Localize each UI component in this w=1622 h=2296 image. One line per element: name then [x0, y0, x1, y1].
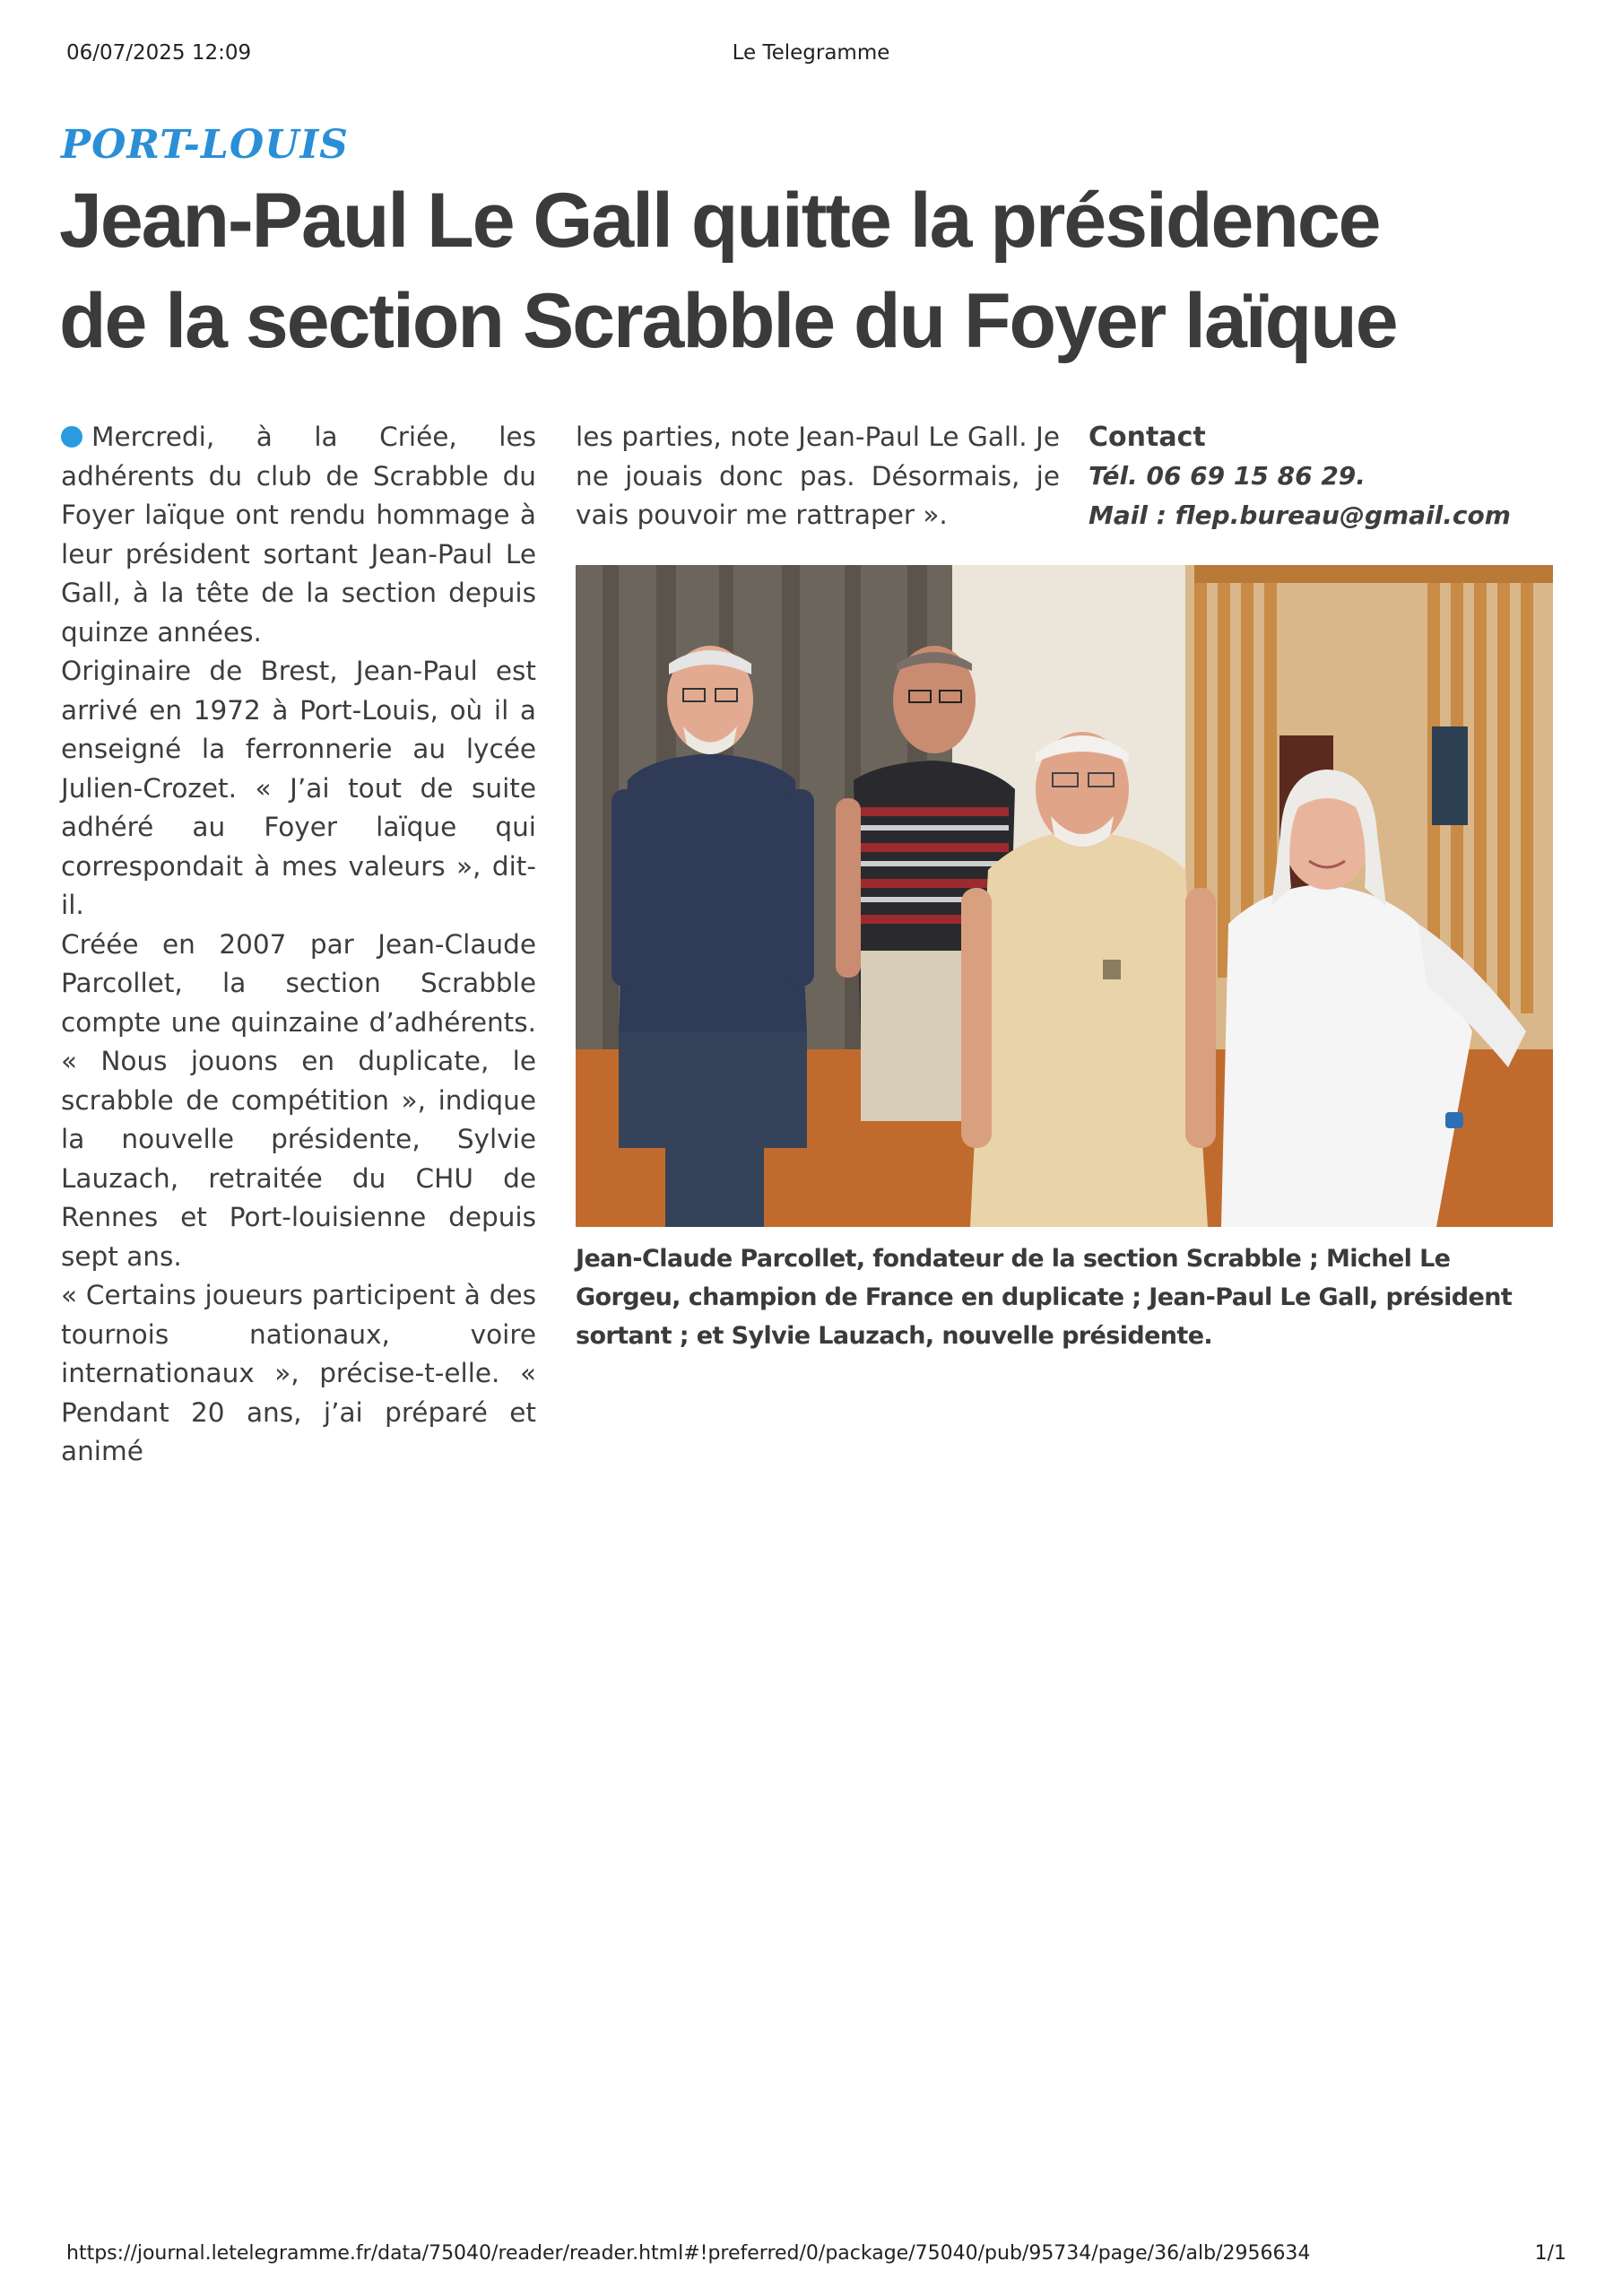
article-kicker: PORT-LOUIS: [61, 122, 349, 168]
contact-box: [1089, 418, 1511, 535]
article-column-2: [576, 418, 1060, 535]
article-photo: [576, 565, 1553, 1227]
print-url: https://journal.letelegramme.fr/data/75040/reader/reader.html#!preferred/0/package/75040/pub/95734/page/36/alb/2956634: [66, 2242, 1311, 2265]
headline-line-1: Jean-Paul Le Gall quitte la présidence: [59, 178, 1380, 264]
group-photo-illustration: [576, 565, 1553, 1227]
print-source-title: Le Telegramme: [732, 41, 890, 65]
contact-phone: Tél. 06 69 15 86 29.: [1089, 461, 1366, 491]
contact-email: Mail : flep.bureau@gmail.com: [1089, 500, 1511, 530]
paragraph: « Certains joueurs participent à des tournois nationaux, voire internationaux », précise-t-elle. « Pendant 20 ans, j’ai préparé et animé: [61, 1280, 536, 1466]
paragraph: [61, 418, 536, 652]
ceiling-beam: [1194, 565, 1553, 583]
paragraph: les parties, note Jean-Paul Le Gall. Je ne jouais donc pas. Désormais, je vais pouvoir me rattraper ».: [576, 422, 1060, 530]
bullet-dot-icon: [61, 426, 82, 448]
photo-caption: Jean-Claude Parcollet, fondateur de la section Scrabble ; Michel Le Gorgeu, champion de France en duplicate ; Jean-Paul Le Gall, président sortant ; et Sylvie Lauzach, nouvelle présidente.: [576, 1245, 1513, 1350]
window: [1432, 726, 1468, 825]
article-column-1: [61, 418, 536, 1472]
article-headline: [59, 170, 1458, 371]
paragraph: Originaire de Brest, Jean-Paul est arrivé en 1972 à Port-Louis, où il a enseigné la ferronnerie au lycée Julien-Crozet. « J’ai tout de suite adhéré au Foyer laïque qui correspondait à mes valeurs », dit-il.: [61, 656, 536, 920]
print-datetime: 06/07/2025 12:09: [66, 41, 252, 65]
print-page-number: 1/1: [1534, 2242, 1566, 2265]
paragraph-text: Mercredi, à la Criée, les adhérents du club de Scrabble du Foyer laïque ont rendu hommage à leur président sortant Jean-Paul Le Gall, à la tête de la section depuis quinze années.: [61, 422, 536, 648]
headline-line-2: de la section Scrabble du Foyer laïque: [59, 278, 1397, 364]
paragraph: Créée en 2007 par Jean-Claude Parcollet, la section Scrabble compte une quinzaine d’adhérents. « Nous jouons en duplicate, le scrabble de compétition », indique la nouvelle présidente, Sylvie Lauzach, retraitée du CHU de Rennes et Port-louisienne depuis sept ans.: [61, 928, 536, 1272]
contact-title: Contact: [1089, 422, 1206, 453]
